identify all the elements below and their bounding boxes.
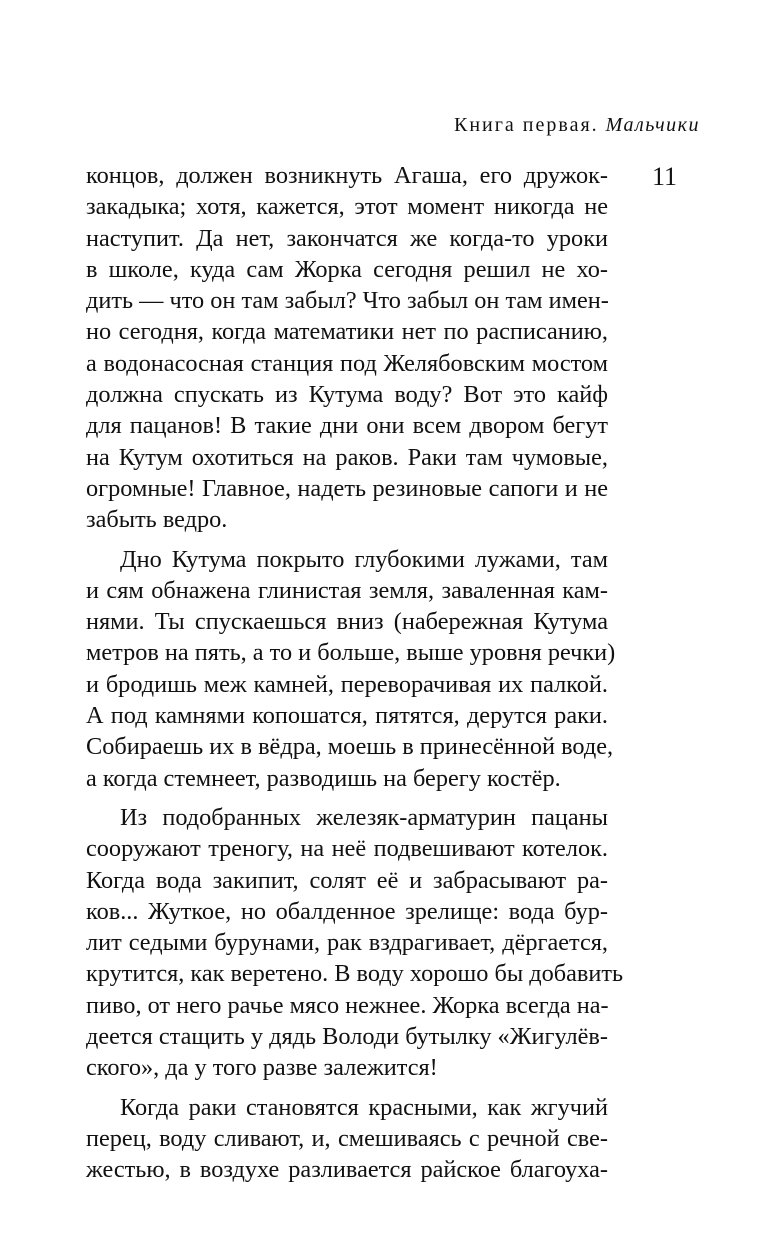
text-line: для пацанов! В такие дни они всем двором бегут [86, 412, 608, 440]
text-line: пиво, от него рачье мясо нежнее. Жорка всегда на- [86, 991, 609, 1019]
body-text [86, 160, 624, 1186]
text-line: а водонасосная станция под Желябовским мостом [86, 349, 608, 377]
paragraph [86, 1092, 608, 1186]
text-line: метров на пять, а то и больше, выше уровня речки) [86, 639, 616, 667]
paragraph [86, 544, 616, 794]
text-line: сооружают треногу, на неё подвешивают котелок. [86, 835, 608, 863]
text-line: концов, должен возникнуть Агаша, его дружок- [86, 162, 608, 189]
text-line: лит седыми бурунами, рак вздрагивает, дёргается, [86, 929, 608, 957]
text-line: ского», да у того разве залежится! [86, 1054, 438, 1082]
text-line: Из подобранных железяк-арматурин пацаны [120, 803, 608, 831]
running-head [454, 114, 700, 137]
paragraph [86, 802, 624, 1084]
paragraph [86, 160, 608, 536]
text-line: Собираешь их в вёдра, моешь в принесённой воде, [86, 733, 614, 761]
book-title: Книга первая. [453, 114, 599, 136]
text-line: но сегодня, когда математики нет по расписанию, [86, 318, 608, 346]
page-number: 11 [652, 162, 678, 191]
text-line: забыть ведро. [86, 506, 228, 534]
text-line: А под камнями копошатся, пятятся, дерутся раки. [86, 702, 608, 730]
text-line: Когда раки становятся красными, как жгучий [120, 1093, 608, 1121]
text-line: на Кутум охотиться на раков. Раки там чумовые, [86, 443, 608, 471]
section-title: Мальчики [605, 114, 700, 136]
text-line: перец, воду сливают, и, смешиваясь с речной све- [86, 1124, 608, 1152]
text-line: закадыка; хотя, кажется, этот момент никогда не [86, 193, 608, 221]
text-line: крутится, как веретено. В воду хорошо бы добавить [86, 960, 624, 988]
text-line: деется стащить у дядь Володи бутылку «Жигулёв- [86, 1023, 608, 1051]
text-line: дить — что он там забыл? Что забыл он там имен- [86, 287, 609, 315]
text-line: наступит. Да нет, закончатся же когда-то уроки [86, 224, 608, 252]
text-line: ков... Жуткое, но обалденное зрелище: вода бур- [86, 897, 608, 925]
text-line: нями. Ты спускаешься вниз (набережная Кутума [86, 608, 608, 636]
text-line: и бродишь меж камней, переворачивая их палкой. [86, 670, 608, 698]
text-line: Когда вода закипит, солят её и забрасывают ра- [86, 866, 608, 894]
text-line: в школе, куда сам Жорка сегодня решил не хо- [86, 255, 608, 283]
text-line: огромные! Главное, надеть резиновые сапоги и не [86, 474, 608, 502]
text-line: жестью, в воздухе разливается райское благоуха- [86, 1156, 608, 1184]
text-line: и сям обнажена глинистая земля, заваленная кам- [86, 576, 608, 604]
text-line: должна спускать из Кутума воду? Вот это кайф [86, 381, 608, 409]
text-line: а когда стемнеет, разводишь на берегу костёр. [86, 764, 561, 792]
text-line: Дно Кутума покрыто глубокими лужами, там [120, 545, 608, 573]
